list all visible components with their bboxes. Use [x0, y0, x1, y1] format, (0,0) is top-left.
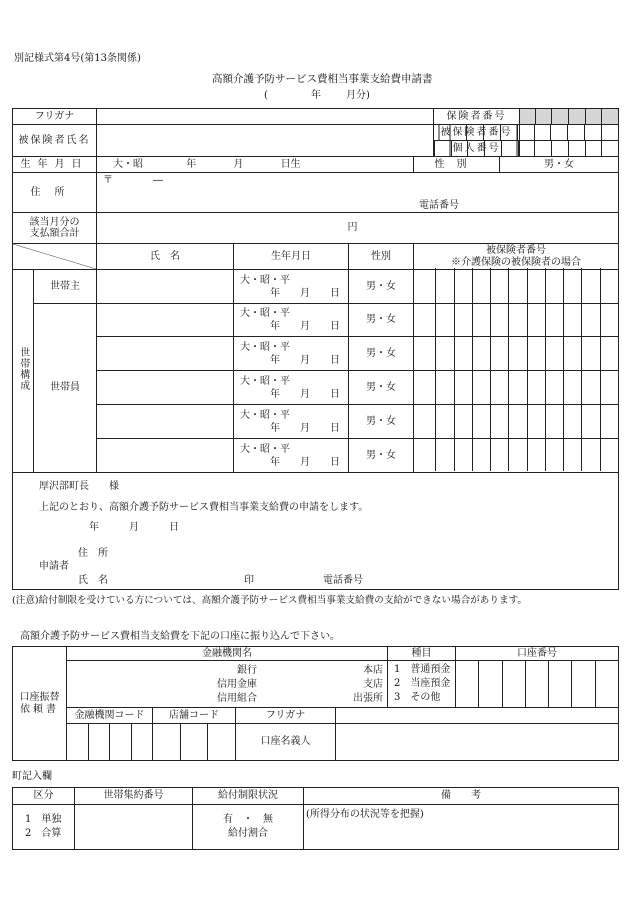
- member-sex-field[interactable]: 男・女: [349, 337, 414, 371]
- applicant-phone-label: 電話番号: [323, 575, 363, 586]
- head-ymd: 年 月 日: [270, 287, 340, 299]
- household-label: 世帯構成: [17, 347, 29, 392]
- member-era: 大・昭・平: [240, 375, 290, 387]
- town-category-combined: 2 合算: [25, 828, 62, 839]
- town-limit-header: 給付制限状況: [193, 788, 304, 805]
- household-number-boxes: [418, 268, 618, 471]
- kind-option-3[interactable]: 3 その他: [394, 692, 441, 703]
- applicant-address-label: 住 所: [78, 548, 108, 559]
- declaration-date: 年 月 日: [89, 522, 179, 533]
- member-sex-field[interactable]: 男・女: [349, 304, 414, 337]
- member-name-field[interactable]: [97, 371, 234, 405]
- col-insured-number-line-2: ※介護保険の被保険者の場合: [451, 256, 581, 268]
- holder-field[interactable]: [336, 724, 619, 761]
- head-sex-field[interactable]: 男・女: [349, 270, 414, 304]
- holder-furigana-field[interactable]: [336, 708, 619, 724]
- insured-number-label: 被保険者番号: [434, 125, 520, 141]
- town-category-field[interactable]: [13, 805, 75, 850]
- payment-total-label: [13, 213, 97, 244]
- birthdate-field[interactable]: [97, 157, 414, 173]
- kind-header: 種目: [388, 647, 456, 661]
- member-ymd: 年 月 日: [270, 321, 340, 332]
- member-era: 大・昭・平: [240, 409, 290, 421]
- postal-mark: 〒 ―: [103, 175, 163, 186]
- head-label: 世帯主: [34, 270, 97, 304]
- transfer-request-label: [13, 647, 67, 761]
- member-birth-field[interactable]: [234, 304, 349, 337]
- insured-digit-boxes: [450, 124, 618, 140]
- town-remarks-field[interactable]: [304, 805, 619, 850]
- member-era: 大・昭・平: [240, 443, 290, 455]
- head-birth-field[interactable]: [234, 270, 349, 304]
- member-name-field[interactable]: [97, 304, 234, 337]
- birth-era: 大・昭: [113, 158, 143, 170]
- household-corner-cell: [13, 244, 97, 270]
- branch-type-list: [293, 664, 383, 706]
- bank-code-field[interactable]: [67, 724, 153, 761]
- birth-year: 年: [186, 158, 197, 170]
- payment-total-line-1: 該当月分の: [29, 216, 80, 228]
- kind-options[interactable]: [388, 661, 456, 708]
- payment-total-field[interactable]: [97, 213, 619, 244]
- bank-type-credit-union: 信用金庫: [217, 679, 257, 690]
- holder-furigana-label: フリガナ: [236, 708, 336, 724]
- applicant-name-label: 氏 名: [78, 575, 108, 586]
- transfer-intro: 高額介護予防サービス費相当支給費を下記の口座に振り込んで下さい。: [20, 631, 340, 642]
- member-ymd: 年 月 日: [270, 388, 340, 400]
- member-era: 大・昭・平: [240, 341, 290, 353]
- col-insured-number-header: [414, 244, 619, 270]
- birth-day: 日生: [280, 158, 301, 170]
- col-name-header: 氏 名: [97, 244, 234, 270]
- bank-type-list: [185, 664, 257, 706]
- bank-type-bank: 銀行: [237, 665, 257, 676]
- bank-name-field[interactable]: [67, 661, 388, 708]
- member-name-field[interactable]: [97, 337, 234, 371]
- furigana-field[interactable]: [97, 109, 434, 125]
- branch-code-boxes: [153, 724, 235, 760]
- bank-code-boxes: [67, 724, 152, 760]
- member-sex-field[interactable]: 男・女: [349, 405, 414, 439]
- seal-mark: 印: [244, 575, 254, 586]
- yen-unit: 円: [347, 222, 358, 234]
- town-contract-header: 世帯集約番号: [75, 788, 193, 805]
- branch-code-header: 店舗コード: [153, 708, 236, 724]
- branch-type-head: 本店: [363, 665, 383, 676]
- col-birth-header: 生年月日: [234, 244, 349, 270]
- account-number-field[interactable]: [456, 661, 619, 708]
- transfer-request-line-1: 口座振替: [19, 692, 60, 703]
- household-label-cell: [13, 270, 34, 473]
- personal-number-label: 個人番号: [434, 141, 520, 157]
- head-era: 大・昭・平: [240, 274, 290, 286]
- diagonal-line: [13, 244, 96, 269]
- period-open: (: [264, 90, 268, 101]
- member-label: 世帯員: [34, 304, 97, 473]
- town-remarks-header: 備 考: [304, 788, 619, 805]
- declaration-block: [13, 473, 619, 590]
- holder-label: 口座名義人: [236, 724, 336, 761]
- town-section-label: 町記入欄: [12, 771, 52, 782]
- member-sex-field[interactable]: 男・女: [349, 371, 414, 405]
- town-category-header: 区分: [13, 788, 75, 805]
- town-category-single: 1 単独: [25, 814, 62, 825]
- insurer-digit-boxes: [519, 108, 618, 124]
- furigana-label: フリガナ: [13, 109, 97, 125]
- col-insured-number-line-1: 被保険者番号: [486, 244, 546, 256]
- insured-name-field[interactable]: [97, 125, 434, 157]
- member-birth-field[interactable]: [234, 371, 349, 405]
- payment-total-line-2: 支払額合計: [29, 228, 80, 239]
- address-label: 住所: [13, 173, 97, 213]
- member-birth-field[interactable]: [234, 405, 349, 439]
- member-name-field[interactable]: [97, 439, 234, 473]
- addressee: 厚沢部町長 様: [39, 481, 119, 492]
- form-title: 高額介護予防サービス費相当事業支給費申請書: [212, 73, 433, 85]
- insured-name-label: 被保険者氏名: [13, 125, 97, 157]
- member-ymd: 年 月 日: [270, 422, 340, 434]
- applicant-label: 申請者: [39, 561, 69, 572]
- sex-label: 性別: [414, 157, 500, 173]
- bank-name-header: 金融機関名: [67, 647, 388, 661]
- town-limit-ratio: 給付割合: [228, 828, 268, 839]
- declaration-statement: 上記のとおり、高額介護予防サービス費相当事業支給費の申請をします。: [39, 502, 369, 513]
- town-limit-yesno: 有 ・ 無: [223, 814, 273, 825]
- branch-type-sub: 出張所: [353, 693, 383, 704]
- town-remarks-note: (所得分布の状況等を把握): [306, 809, 424, 820]
- address-field[interactable]: [97, 173, 619, 213]
- kind-option-2[interactable]: 2 当座預金: [394, 678, 451, 689]
- period-year: 年: [311, 90, 321, 101]
- town-contract-field[interactable]: [75, 805, 193, 850]
- transfer-request-line-2: 依頼書: [20, 703, 59, 715]
- sex-field[interactable]: 男・女: [500, 157, 619, 173]
- town-table: [12, 787, 619, 850]
- member-sex-field[interactable]: 男・女: [349, 439, 414, 473]
- head-name-field[interactable]: [97, 270, 234, 304]
- member-ymd: 年 月 日: [270, 456, 340, 468]
- town-limit-field[interactable]: [193, 805, 304, 850]
- member-ymd: 年 月 日: [270, 354, 340, 366]
- branch-code-field[interactable]: [153, 724, 236, 761]
- personal-digit-boxes: [418, 140, 618, 156]
- member-name-field[interactable]: [97, 405, 234, 439]
- kind-option-1[interactable]: 1 普通預金: [394, 664, 451, 675]
- period-month: 月分): [346, 90, 370, 101]
- branch-type-branch: 支店: [363, 679, 383, 690]
- member-birth-field[interactable]: [234, 439, 349, 473]
- notice-text: (注意)給付制限を受けている方については、高額介護予防サービス費相当事業支給費の支給ができない場合があります。: [12, 595, 527, 606]
- col-sex-header: 性別: [349, 244, 414, 270]
- address-phone-label: 電話番号: [419, 200, 459, 211]
- transfer-table: [12, 646, 619, 761]
- member-birth-field[interactable]: [234, 337, 349, 371]
- birthdate-label: 生年月日: [13, 157, 97, 173]
- insurer-number-label: 保険者番号: [434, 109, 520, 125]
- bank-type-credit-coop: 信用組合: [217, 693, 257, 704]
- birth-month: 月: [233, 158, 244, 170]
- account-digit-boxes: [456, 661, 618, 707]
- form-number: 別記様式第4号(第13条関係): [14, 53, 141, 64]
- bank-code-header: 金融機関コード: [67, 708, 153, 724]
- member-era: 大・昭・平: [240, 308, 290, 319]
- account-number-header: 口座番号: [456, 647, 619, 661]
